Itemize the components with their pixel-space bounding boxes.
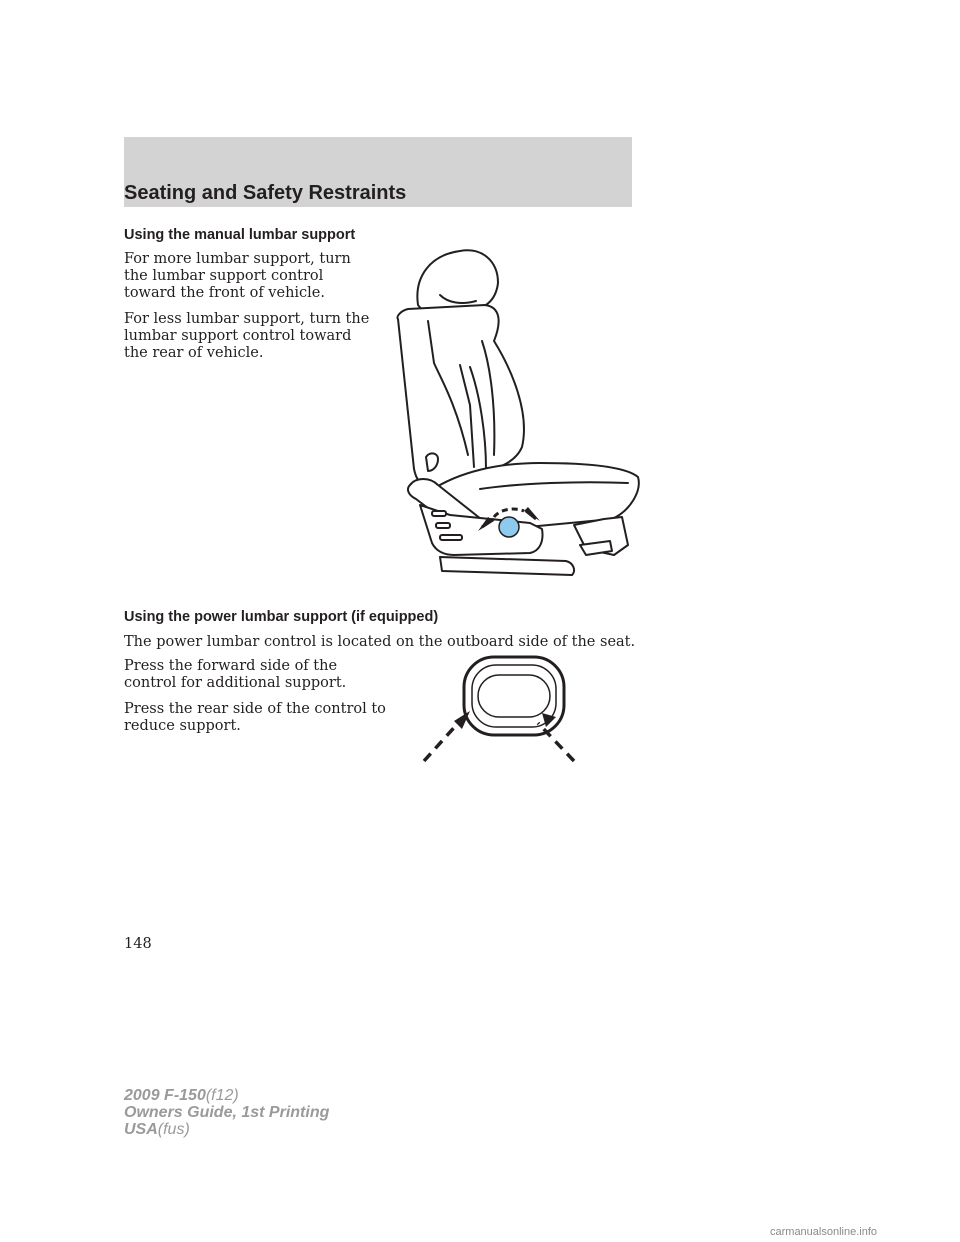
power-lumbar-heading: Using the power lumbar support (if equipped) <box>124 609 439 625</box>
watermark: carmanualsonline.info <box>770 1226 878 1238</box>
footer-market-code: (fus) <box>157 1121 190 1138</box>
footer-model: 2009 F-150 <box>124 1087 206 1104</box>
power-lumbar-para-forward: Press the forward side of the control for additional support. <box>124 658 347 691</box>
page-number: 148 <box>124 936 152 952</box>
power-lumbar-control-illustration <box>420 655 580 765</box>
section-header-band <box>124 137 632 207</box>
manual-lumbar-heading: Using the manual lumbar support <box>124 227 356 243</box>
power-lumbar-para-rear: Press the rear side of the control to reduce support. <box>124 701 386 734</box>
footer-market: USA <box>124 1121 158 1138</box>
document-footer <box>124 1087 329 1138</box>
seat-lumbar-illustration <box>390 245 640 580</box>
footer-edition: Owners Guide, 1st Printing <box>124 1104 330 1121</box>
footer-model-code: (f12) <box>205 1087 239 1104</box>
lumbar-knob <box>499 517 519 537</box>
manual-lumbar-para-less: For less lumbar support, turn the lumbar support control toward the rear of vehicle. <box>124 311 370 361</box>
manual-lumbar-para-more: For more lumbar support, turn the lumbar support control toward the front of vehicle. <box>124 251 351 301</box>
section-title: Seating and Safety Restraints <box>124 182 407 204</box>
power-lumbar-location: The power lumbar control is located on the outboard side of the seat. <box>124 634 636 650</box>
